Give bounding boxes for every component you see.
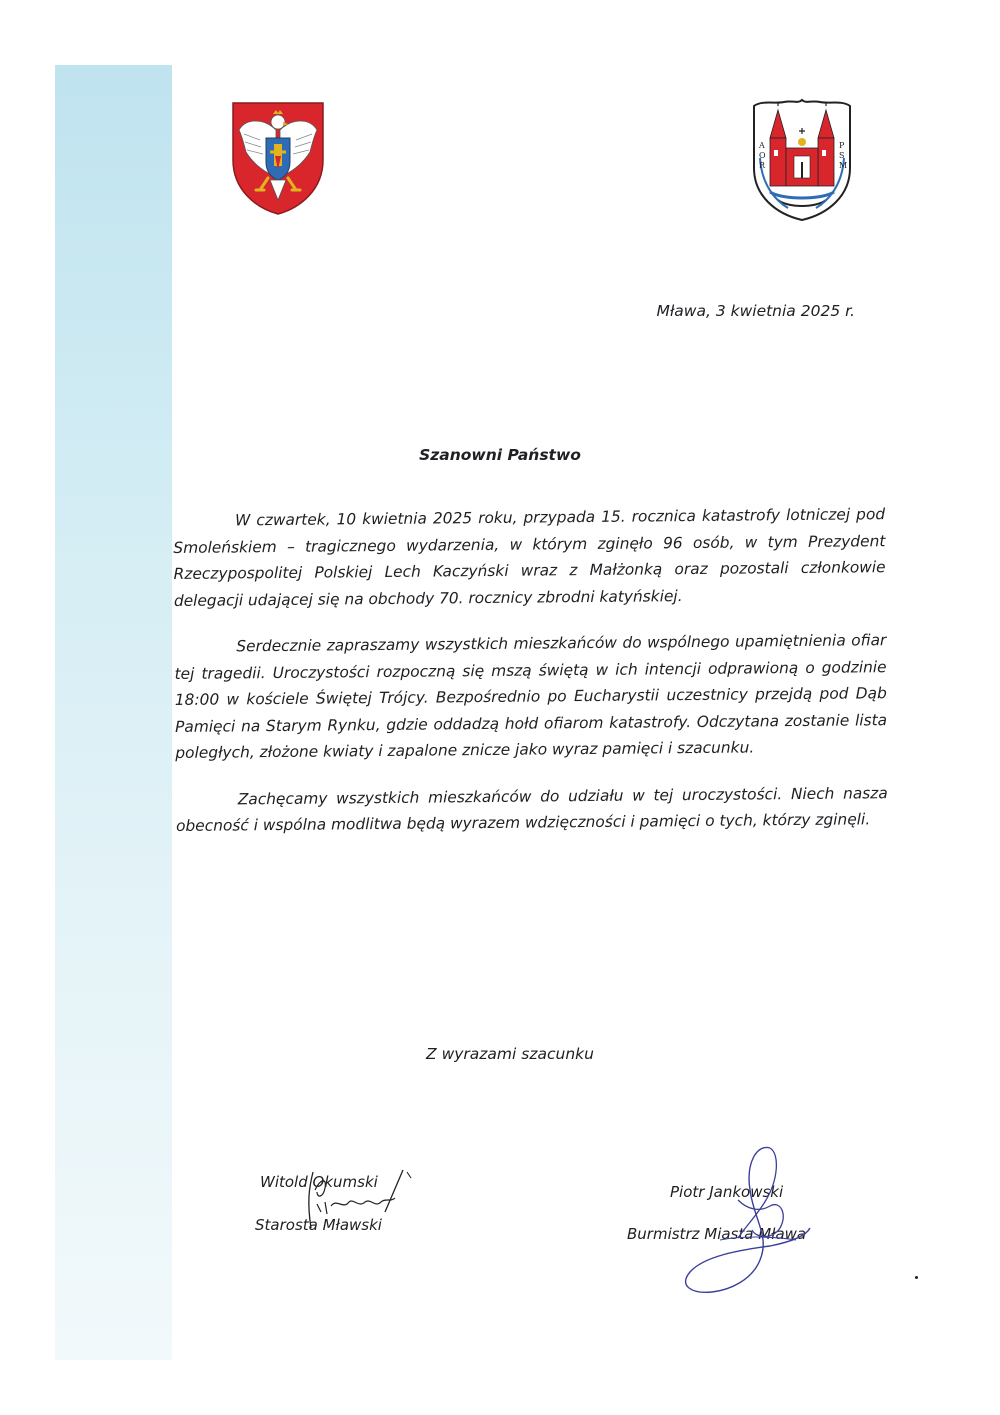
signatory-starosta [255, 1168, 455, 1248]
powiat-crest-icon [230, 100, 326, 216]
signatory-name: Piotr Jankowski [670, 1183, 784, 1201]
body-paragraph: W czwartek, 10 kwietnia 2025 roku, przypada 15. rocznica katastrofy lotniczej pod Smoleńskiem – tragicznego wydarzenia, w którym zginęło 96 osób, w tym Prezydent Rzeczypospolitej Polskiej Lech Kaczyński wraz z Małżonką oraz pozostali członkowie delegacji udającej się na obchody 70. rocznicy zbrodni katyńskiej. [173, 505, 886, 610]
signatory-role: Starosta Mławski [255, 1216, 382, 1234]
crest-letter: P [839, 141, 845, 150]
salutation: Szanowni Państwo [419, 446, 581, 464]
closing-line: Z wyrazami szacunku [426, 1045, 594, 1063]
scan-speck [915, 1276, 918, 1279]
handwritten-signature-icon [620, 1140, 860, 1300]
signatory-name: Witold Okumski [260, 1173, 378, 1191]
date-line: Mława, 3 kwietnia 2025 r. [656, 302, 855, 320]
crest-letter: S [839, 151, 845, 160]
crest-letter: O [759, 151, 766, 160]
decorative-side-band [55, 65, 172, 1360]
letter-body [173, 501, 888, 859]
crest-letter: M [839, 161, 848, 170]
mlawa-crest-icon [748, 98, 856, 223]
body-paragraph: Serdecznie zapraszamy wszystkich mieszkańców do wspólnego upamiętnienia ofiar tej tragedii. Uroczystości rozpoczną się mszą świętą w ich intencji odprawioną o godzinie 18:00 w kościele Świętej Trójcy. Bezpośrednio po Eucharystii uczestnicy przejdą pod Dąb Pamięci na Starym Rynku, gdzie oddadzą hołd ofiarom katastrofy. Odczytana zostanie lista poległych, złożone kwiaty i zapalone znicze jako wyraz pamięci i szacunku. [174, 631, 888, 762]
signatory-role: Burmistrz Miasta Mława [627, 1225, 807, 1243]
crest-letter: R [759, 161, 766, 170]
signatory-burmistrz [620, 1140, 860, 1300]
crest-letter: A [759, 141, 765, 150]
body-paragraph: Zachęcamy wszystkich mieszkańców do udziału w tej uroczystości. Niech nasza obecność i wspólna modlitwa będą wyrazem wdzięczności i pamięci o tych, którzy zginęli. [175, 783, 888, 835]
